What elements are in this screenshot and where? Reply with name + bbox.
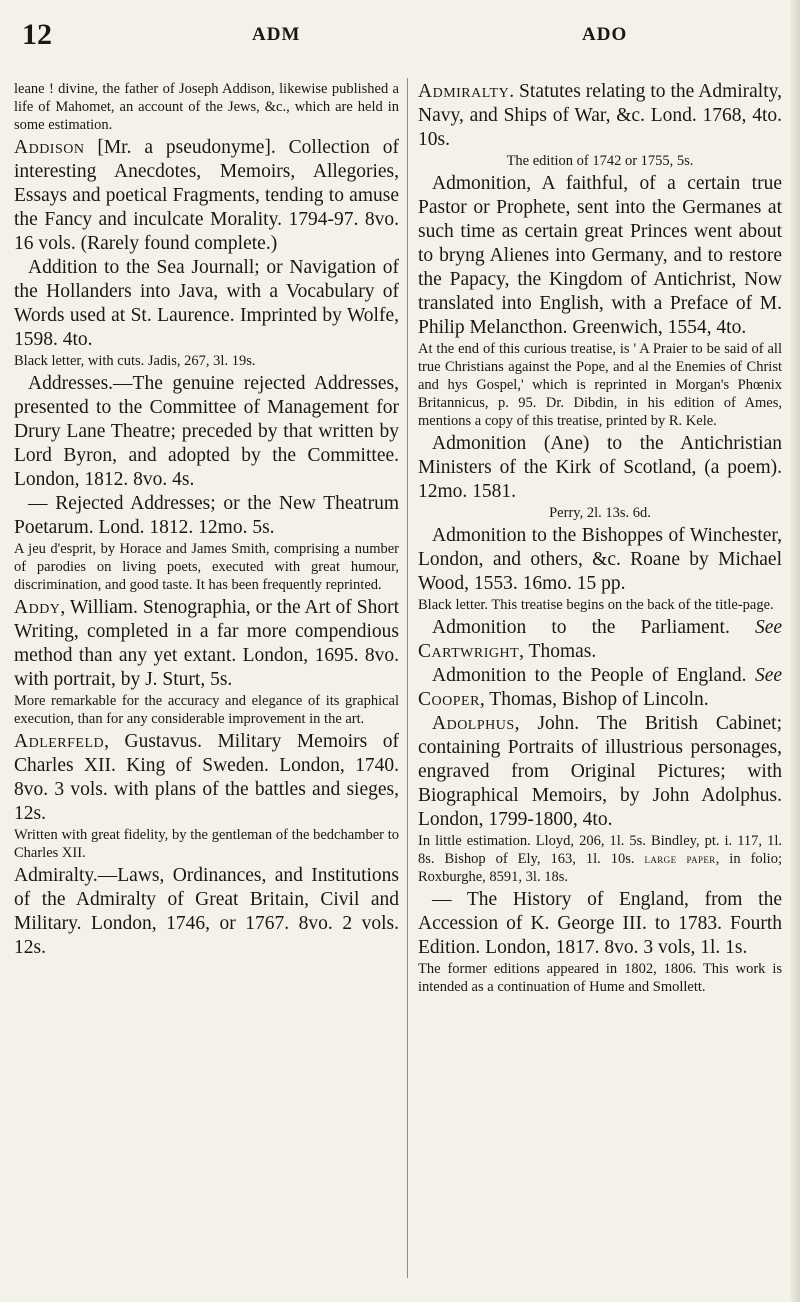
catalogue-entry	[14, 864, 399, 960]
bibliographic-note: Black letter. This treatise begins on the back of the title-page.	[418, 597, 774, 613]
bibliographic-note: Written with great fidelity, by the gentleman of the bedchamber to Charles XII.	[14, 827, 399, 861]
catalogue-entry	[14, 372, 399, 492]
headword: large paper	[644, 851, 716, 866]
right-column	[418, 80, 782, 998]
headword: Cartwright	[418, 641, 520, 662]
entry-text: , Thomas, Bishop of Lincoln.	[479, 689, 709, 710]
entry-text: — The History of England, from the Accession of K. George III. to 1783. Fourth Edition. London, 1817. 8vo. 3 vols, 1l. 1s.	[418, 889, 782, 958]
catalogue-entry	[14, 492, 399, 540]
entry-text: . Statutes relating to the Admiralty, Navy, and Ships of War, &c. Lond. 1768, 4to. 10s.	[418, 81, 782, 150]
column-rule	[407, 78, 408, 1278]
page-number: 12	[22, 18, 52, 51]
headword: Addy	[14, 597, 61, 618]
entry-text: Admonition to the Parliament.	[432, 617, 755, 638]
catalogue-entry	[418, 616, 782, 664]
catalogue-entry	[418, 172, 782, 340]
headword: Adlerfeld	[14, 731, 105, 752]
entry-text: See	[754, 665, 782, 686]
entry-text: Admonition, A faithful, of a certain true Pastor or Prophete, sent into the Germanes at such time as certain great Princes went about to bryng Alienes into Germany, and to restore the Papacy, the Kingdom of Antichrist, Now translated into English, with a Preface of M. Philip Melancthon. Greenwich, 1554, 4to.	[418, 173, 782, 338]
entry-text: Admonition to the Bishoppes of Winchester, London, and others, &c. Roane by Michael Wood, 1553. 16mo. 15 pp.	[418, 525, 782, 594]
entry-text: , William. Stenographia, or the Art of Short Writing, completed in a far more compendious method than any yet extant. London, 1695. 8vo. with portrait, by J. Sturt, 5s.	[14, 597, 399, 690]
entry-text: , Gustavus. Military Memoirs of Charles XII. King of Sweden. London, 1740. 8vo. 3 vols. with plans of the battles and sieges, 12s.	[14, 731, 399, 824]
catalogue-entry	[418, 888, 782, 960]
left-column	[14, 80, 399, 960]
entry-text: Admiralty.—Laws, Ordinances, and Institutions of the Admiralty of Great Britain, Civil and Military. London, 1746, or 1767. 8vo. 2 vols. 12s.	[14, 865, 399, 958]
entry-text: , Thomas.	[519, 641, 597, 662]
entry-text: , John. The British Cabinet; containing Portraits of illustrious personages, engraved from Original Pictures; with Biographical Memoirs, by John Adolphus. London, 1799-1800, 4to.	[418, 713, 782, 830]
catalogue-entry	[418, 664, 782, 712]
entry-text: In little estimation. Lloyd, 206, 1l. 5s. Bindley, pt. i. 117, 1l. 8s. Bishop of Ely, 163, 1l. 10s.	[418, 833, 782, 867]
catalogue-entry	[418, 712, 782, 832]
entry-text: Admonition (Ane) to the Antichristian Ministers of the Kirk of Scotland, (a poem). 12mo. 1581.	[418, 433, 782, 502]
entry-text: Admonition to the People of England.	[432, 665, 755, 686]
catalogue-entry	[418, 432, 782, 504]
headword: Cooper	[418, 689, 480, 710]
headword: Adolphus	[432, 713, 515, 734]
running-head-left: ADM	[252, 24, 301, 45]
page-header	[0, 18, 800, 58]
bibliographic-note: The edition of 1742 or 1755, 5s.	[506, 153, 694, 169]
bibliographic-note: A jeu d'esprit, by Horace and James Smith, comprising a number of parodies on living poets, executed with great humour, discrimination, and good taste. It has been frequently reprinted.	[14, 541, 399, 593]
catalogue-entry	[418, 524, 782, 596]
bibliographic-note: At the end of this curious treatise, is ' A Praier to be said of all true Christians against the Pope, and al the Enemies of Christ and hys Gospel,' which is reprinted in Morgan's Phœnix Britannicus, p. 95. Dr. Dibdin, in his edition of Ames, mentions a copy of this treatise, printed by R. Kele.	[418, 341, 782, 429]
entry-text: leane ! divine, the father of Joseph Addison, likewise published a life of Mahomet, an account of the Jews, &c., which are held in some estimation.	[14, 81, 399, 133]
entry-text: [Mr. a pseudonyme]. Collection of interesting Anecdotes, Memoirs, Allegories, Essays and poetical Fragments, tending to amuse the Fancy and inculcate Morality. 1794-97. 8vo. 16 vols. (Rarely found complete.)	[14, 137, 399, 254]
catalogue-entry	[418, 80, 782, 152]
bibliographic-note	[14, 80, 399, 134]
catalogue-entry	[14, 136, 399, 256]
catalogue-entry	[14, 596, 399, 692]
entry-text: Addresses.—The genuine rejected Addresses, presented to the Committee of Management for Drury Lane Theatre; preceded by that written by Lord Byron, and adopted by the Committee. London, 1812. 8vo. 4s.	[14, 373, 399, 490]
entry-text: Addition to the Sea Journall; or Navigation of the Hollanders into Java, with a Vocabulary of Words used at St. Laurence. Imprinted by Wolfe, 1598. 4to.	[14, 257, 399, 350]
page-edge-shadow	[790, 0, 800, 1302]
entry-text: , in folio; Roxburghe, 8591, 3l. 18s.	[418, 851, 782, 885]
bibliographic-note	[418, 832, 782, 886]
catalogue-entry	[14, 256, 399, 352]
headword: Admiralty	[418, 81, 510, 102]
headword: Addison	[14, 137, 85, 158]
bibliographic-note: More remarkable for the accuracy and elegance of its graphical execution, than for any considerable improvement in the art.	[14, 693, 399, 727]
running-head-right: ADO	[582, 24, 628, 45]
catalogue-entry	[14, 730, 399, 826]
bibliographic-note: Black letter, with cuts. Jadis, 267, 3l. 19s.	[14, 353, 256, 369]
entry-text: See	[754, 617, 782, 638]
entry-text: — Rejected Addresses; or the New Theatrum Poetarum. Lond. 1812. 12mo. 5s.	[14, 493, 399, 538]
bibliographic-note: Perry, 2l. 13s. 6d.	[549, 505, 651, 521]
bibliographic-note: The former editions appeared in 1802, 1806. This work is intended as a continuation of Hume and Smollett.	[418, 961, 782, 995]
